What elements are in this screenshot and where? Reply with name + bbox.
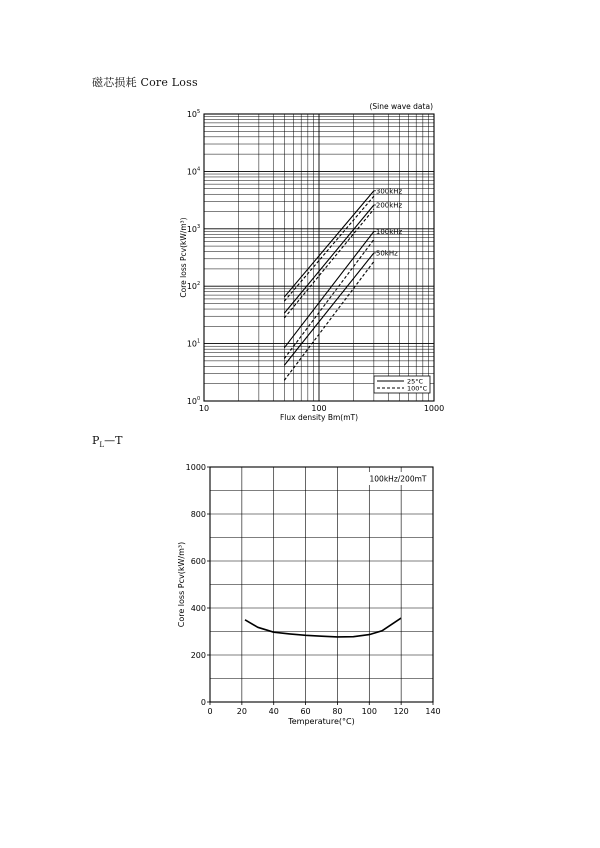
chart2-y-tick-label: 0: [200, 698, 206, 707]
chart1-y-tick-exponent: 3: [197, 223, 201, 230]
chart2-x-tick-label: 0: [207, 707, 213, 716]
chart2-x-tick-label: 40: [268, 707, 279, 716]
chart1-y-tick-exponent: 1: [197, 338, 201, 345]
chart2-x-tick-label: 140: [425, 707, 441, 716]
chart2-x-tick-label: 120: [393, 707, 409, 716]
chart1-y-tick-label: 10: [186, 224, 197, 234]
chart1-y-tick-label: 10: [186, 339, 197, 349]
chart1-y-tick-label: 10: [186, 282, 197, 292]
chart2-series-line: [245, 618, 401, 637]
chart1-series-line: [284, 261, 373, 380]
chart2-x-axis-label: Temperature(°C): [288, 717, 355, 726]
chart1-legend-label: 25°C: [407, 377, 424, 386]
chart1-x-tick-label: 100: [311, 404, 327, 413]
chart2-x-tick-label: 60: [300, 707, 311, 716]
chart1-x-tick-label: 10: [198, 404, 210, 413]
chart1-series-label: 100kHz: [375, 227, 403, 236]
chart1-series-line: [284, 191, 373, 297]
pl-t-heading-sub: L: [99, 441, 105, 450]
chart1-x-axis-label: Flux density Bm(mT): [279, 413, 359, 422]
chart2-note: 100kHz/200mT: [369, 474, 427, 484]
chart1-y-tick-label: 10: [186, 397, 197, 406]
chart1-series-label: 300kHz: [375, 187, 403, 196]
chart1-y-axis-label: Core loss Pcv(kW/m³): [179, 217, 188, 298]
chart2-x-tick-label: 100: [361, 707, 377, 716]
chart2-x-tick-label: 20: [236, 707, 247, 716]
chart1-y-tick-exponent: 4: [197, 166, 201, 173]
chart2-x-tick-label: 80: [332, 707, 343, 716]
chart1-x-tick-label: 1000: [423, 404, 445, 413]
chart1-series-label: 50kHz: [375, 249, 398, 258]
chart2-y-axis-label: Core loss Pcv(kW/m³): [177, 541, 186, 628]
core-loss-heading: 磁芯损耗 Core Loss: [92, 76, 198, 89]
chart1-y-tick-exponent: 2: [197, 281, 201, 288]
chart1-series-label: 200kHz: [375, 201, 403, 210]
pl-t-heading-rest: —T: [104, 434, 123, 447]
chart2-y-tick-label: 200: [190, 651, 206, 660]
pl-t-heading-main: P: [92, 434, 100, 447]
chart1-y-tick-exponent: 0: [197, 396, 201, 402]
chart1-legend-label: 100°C: [407, 384, 428, 393]
chart1-y-tick-exponent: 5: [197, 109, 201, 115]
chart1-series-line: [284, 231, 373, 347]
chart2-y-tick-label: 400: [190, 604, 206, 613]
chart1-y-tick-label: 10: [186, 110, 197, 119]
chart2-y-tick-label: 800: [190, 510, 206, 519]
chart1-note: (Sine wave data): [369, 102, 433, 111]
chart1-series-line: [284, 209, 373, 318]
chart1-y-tick-label: 10: [186, 167, 197, 177]
chart2-y-tick-label: 1000: [185, 463, 206, 472]
chart2-y-tick-label: 600: [190, 557, 206, 566]
